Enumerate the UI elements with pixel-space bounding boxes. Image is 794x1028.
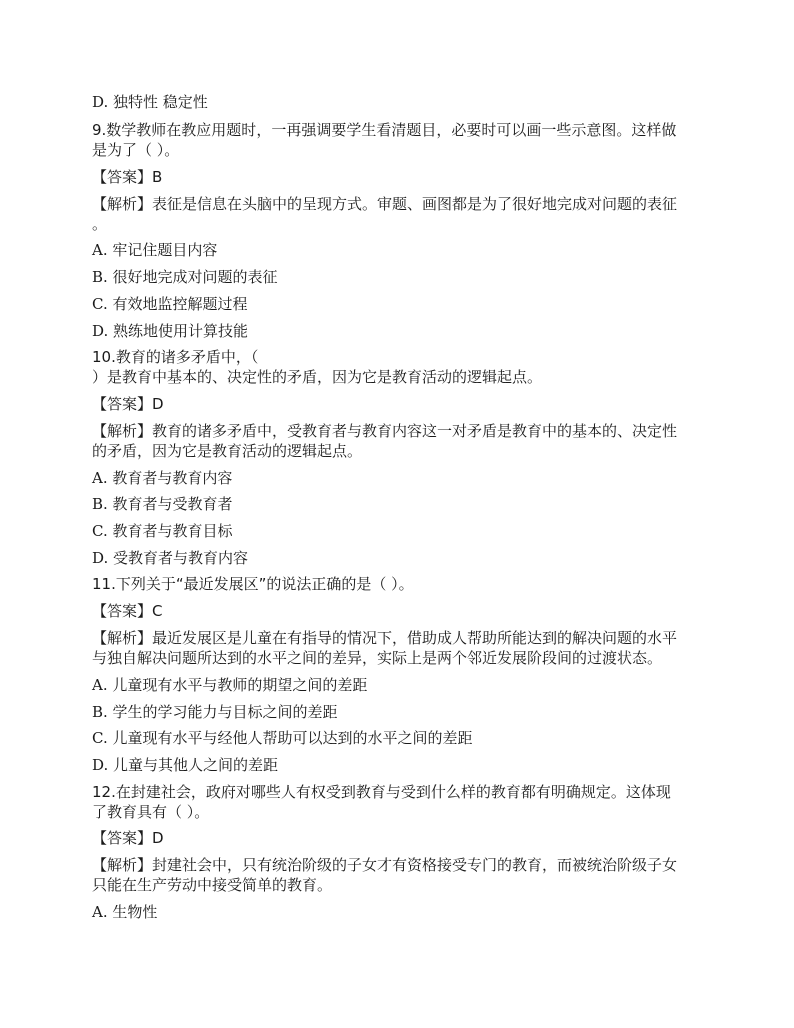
option-line: B. 很好地完成对问题的表征 <box>92 268 278 286</box>
answer-line: 【答案】C <box>92 602 163 620</box>
analysis-line-2: 。 <box>92 215 108 233</box>
option-line: C. 儿童现有水平与经他人帮助可以达到的水平之间的差距 <box>92 729 473 747</box>
option-line: A. 教育者与教育内容 <box>92 469 233 487</box>
analysis-line-2: 只能在生产劳动中接受简单的教育。 <box>92 876 333 894</box>
option-line: B. 教育者与受教育者 <box>92 495 233 513</box>
analysis-line-2: 的矛盾，因为它是教育活动的逻辑起点。 <box>92 442 363 460</box>
analysis-line-1: 【解析】教育的诸多矛盾中，受教育者与教育内容这一对矛盾是教育中的基本的、决定性 <box>92 422 678 440</box>
question-12-line-1: 12.在封建社会，政府对哪些人有权受到教育与受到什么样的教育都有明确规定。这体现 <box>92 783 671 801</box>
analysis-line-1: 【解析】最近发展区是儿童在有指导的情况下，借助成人帮助所能达到的解决问题的水平 <box>92 629 678 647</box>
answer-line: 【答案】B <box>92 168 163 186</box>
question-10-line-2: ）是教育中基本的、决定性的矛盾，因为它是教育活动的逻辑起点。 <box>92 368 543 386</box>
question-11-line: 11.下列关于“最近发展区”的说法正确的是（ ）。 <box>92 575 414 593</box>
option-line: A. 儿童现有水平与教师的期望之间的差距 <box>92 676 368 694</box>
option-line: D. 儿童与其他人之间的差距 <box>92 756 279 774</box>
answer-line: 【答案】D <box>92 395 164 413</box>
question-12-line-2: 了教育具有（ ）。 <box>92 803 210 821</box>
analysis-line-1: 【解析】封建社会中，只有统治阶级的子女才有资格接受专门的教育，而被统治阶级子女 <box>92 856 678 874</box>
option-line: A. 牢记住题目内容 <box>92 241 218 259</box>
option-line: C. 教育者与教育目标 <box>92 522 233 540</box>
option-line: D. 熟练地使用计算技能 <box>92 322 249 340</box>
question-9-line-1: 9.数学教师在教应用题时，一再强调要学生看清题目，必要时可以画一些示意图。这样做 <box>92 121 677 139</box>
option-line: D. 独特性 稳定性 <box>92 93 208 111</box>
question-10-line-1: 10.教育的诸多矛盾中，（ <box>92 348 259 366</box>
answer-line: 【答案】D <box>92 829 164 847</box>
option-line: C. 有效地监控解题过程 <box>92 295 248 313</box>
analysis-line-1: 【解析】表征是信息在头脑中的呈现方式。审题、画图都是为了很好地完成对问题的表征 <box>92 195 678 213</box>
analysis-line-2: 与独自解决问题所达到的水平之间的差异，实际上是两个邻近发展阶段间的过渡状态。 <box>92 649 663 667</box>
question-9-line-2: 是为了（ ）。 <box>92 141 180 159</box>
option-line: D. 受教育者与教育内容 <box>92 549 249 567</box>
option-line: A. 生物性 <box>92 903 158 921</box>
option-line: B. 学生的学习能力与目标之间的差距 <box>92 703 338 721</box>
